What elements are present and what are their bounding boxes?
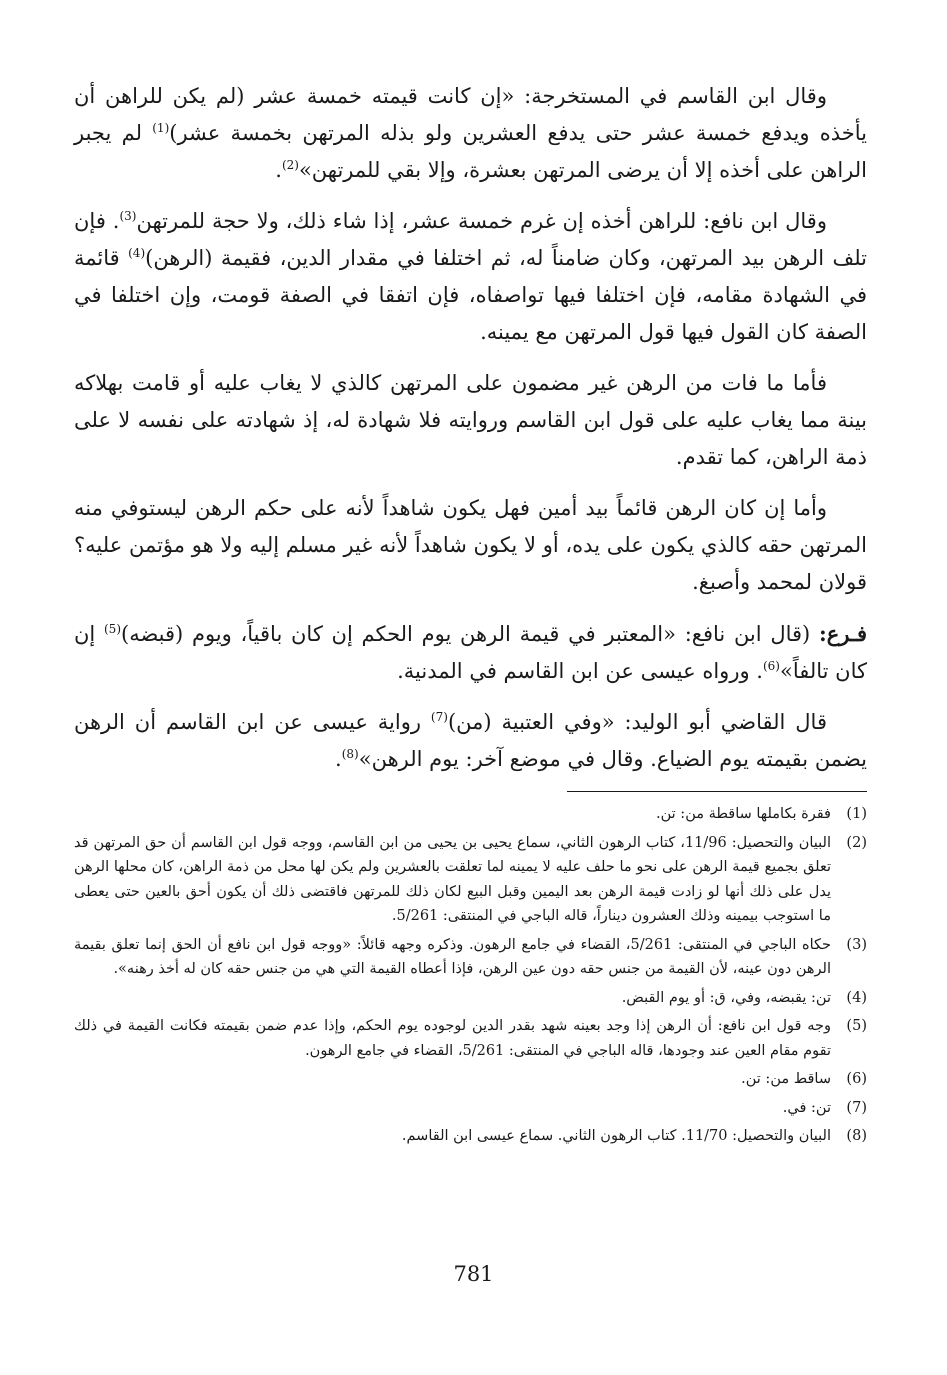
footnote-ref[interactable]: (8) bbox=[341, 747, 359, 761]
footnote-number: (4) bbox=[846, 989, 867, 1006]
paragraph-text: وقال ابن القاسم في المستخرجة: «إن كانت قيمته خمسة عشر (لم يكن للراهن أن يأخذه ويدفع خمسة عشر حتى يدفع العشرين ولو بذله المرتهن بخمسة عشر) bbox=[74, 84, 867, 145]
footnote-item bbox=[74, 802, 867, 827]
paragraph-text: فأما ما فات من الرهن غير مضمون على المرتهن كالذي لا يغاب عليه أو قامت بهلاكه بينة مما يغاب عليه على قول ابن القاسم وروايته فلا شهادة له، إذ شهادته على نفسه لا على ذمة الراهن، كما تقدم. bbox=[74, 371, 867, 469]
paragraph-text: (قال ابن نافع: «المعتبر في قيمة الرهن يوم الحكم إن كان باقياً، ويوم (قبضه) bbox=[121, 622, 819, 646]
footnote-text: ساقط من: تن. bbox=[741, 1071, 831, 1087]
footnote-number: (7) bbox=[846, 1099, 867, 1116]
footnote-text: تن: في. bbox=[782, 1099, 831, 1116]
main-text bbox=[74, 78, 867, 778]
paragraph-text: وأما إن كان الرهن قائماً بيد أمين فهل يكون شاهداً لأنه على حكم الرهن ليستوفي منه المرتهن حقه كالذي يكون على يده، أو لا يكون شاهداً لأنه غير مسلم إليه ولا هو مؤتمن عليه؟ قولان لمحمد وأصبغ. bbox=[74, 496, 867, 594]
footnote-item bbox=[74, 986, 867, 1011]
paragraph-6 bbox=[74, 704, 867, 778]
footnote-item bbox=[74, 933, 867, 982]
paragraph-text: . bbox=[275, 158, 282, 182]
paragraph-text: رواية عيسى عن ابن القاسم أن الرهن يضمن بقيمته يوم الضياع. وقال في موضع آخر: يوم الرهن» bbox=[74, 710, 867, 771]
footnote-item bbox=[74, 1014, 867, 1063]
footnote-item bbox=[74, 1124, 867, 1149]
footnote-item bbox=[74, 1096, 867, 1121]
footnote-item bbox=[74, 1067, 867, 1092]
footnote-divider bbox=[567, 791, 867, 792]
paragraph-5 bbox=[74, 615, 867, 690]
footnote-text: البيان والتحصيل: 11/70. كتاب الرهون الثاني. سماع عيسى ابن القاسم. bbox=[401, 1128, 831, 1144]
footnote-text: فقرة بكاملها ساقطة من: تن. bbox=[656, 806, 831, 822]
paragraph-text: لم يجبر الراهن على أخذه إلا أن يرضى المرتهن بعشرة، وإلا بقي للمرتهن» bbox=[74, 121, 867, 182]
paragraph-4 bbox=[74, 490, 867, 601]
footnote-number: (8) bbox=[846, 1128, 867, 1144]
paragraph-text: . فإن تلف الرهن بيد المرتهن، وكان ضامناً له، ثم اختلفا في مقدار الدين، فقيمة (الرهن) bbox=[74, 209, 867, 270]
footnote-number: (1) bbox=[846, 806, 867, 822]
paragraph-text: قائمة في الشهادة مقامه، فإن اختلفا فيها تواصفاه، فإن اتفقا في الصفة قومت، وإن اختلفا في الصفة كان القول فيها قول المرتهن مع يمينه. bbox=[74, 246, 867, 344]
footnote-text: وجه قول ابن نافع: أن الرهن إذا وجد بعينه شهد بقدر الدين لوجوده يوم الحكم، وإذا عدم ضمن بقيمته فكانت القيمة في ذلك تقوم مقام العين عند وجودها، قاله الباجي في المنتقى: 5/261، القضاء في جامع الرهون. bbox=[74, 1018, 831, 1059]
paragraph-2 bbox=[74, 203, 867, 351]
footnote-item bbox=[74, 831, 867, 929]
footnote-number: (6) bbox=[846, 1071, 867, 1087]
footnote-ref[interactable]: (6) bbox=[762, 659, 780, 673]
paragraph-text: . bbox=[335, 747, 342, 771]
footnote-ref[interactable]: (7) bbox=[430, 710, 448, 724]
footnote-ref[interactable]: (2) bbox=[281, 158, 299, 172]
paragraph-text: إن كان تالفاً» bbox=[74, 622, 867, 683]
section-keyword: فـرع: bbox=[818, 621, 867, 646]
paragraph-text: . ورواه عيسى عن ابن القاسم في المدنية. bbox=[397, 659, 763, 683]
footnote-ref[interactable]: (1) bbox=[152, 121, 170, 135]
footnote-number: (5) bbox=[846, 1018, 867, 1034]
paragraph-1 bbox=[74, 78, 867, 189]
footnotes bbox=[74, 802, 867, 1153]
footnote-text: البيان والتحصيل: 11/96، كتاب الرهون الثاني، سماع يحيى بن يحيى من ابن القاسم، ووجه قول ابن القاسم أن حق المرتهن قد تعلق بجميع قيمة الرهن على نحو ما حلف عليه لا يمينه لما تعلقت بالعشرين ولم يكن لها محل من ذمة الراهن، كان محلها الرهن يدل على ذلك أنها لو زادت قيمة الرهن بعد اليمين وقبل البيع لكان ذلك للمرتهن فاقتضى ذلك أن يكون أحق بالعين حتى يعطى ما استوجب بيمينه وذلك العشرون ديناراً، قاله الباجي في المنتقى: 5/261. bbox=[74, 834, 831, 924]
footnote-ref[interactable]: (5) bbox=[103, 622, 121, 636]
footnote-text: حكاه الباجي في المنتقى: 5/261، القضاء في جامع الرهون. وذكره وجهه قائلاً: «ووجه قول ابن نافع أن الحق إنما تعلق بقيمة الرهن دون عينه، لأن القيمة من جنس حقه دون عين الرهن، فإذا أعطاه القيمة التي هي من جنس حقه كان له أخذ رهنه». bbox=[74, 936, 831, 977]
footnote-number: (3) bbox=[846, 936, 867, 953]
paragraph-text: قال القاضي أبو الوليد: «وفي العتبية (من) bbox=[447, 710, 827, 734]
footnote-ref[interactable]: (4) bbox=[128, 246, 146, 260]
footnote-number: (2) bbox=[846, 834, 867, 851]
footnote-ref[interactable]: (3) bbox=[119, 209, 137, 223]
page-number: 781 bbox=[453, 1262, 494, 1286]
footnote-text: تن: يقبضه، وفي، ق: أو يوم القبض. bbox=[621, 989, 831, 1006]
paragraph-text: وقال ابن نافع: للراهن أخذه إن غرم خمسة عشر، إذا شاء ذلك، ولا حجة للمرتهن bbox=[136, 209, 827, 233]
paragraph-3 bbox=[74, 365, 867, 476]
